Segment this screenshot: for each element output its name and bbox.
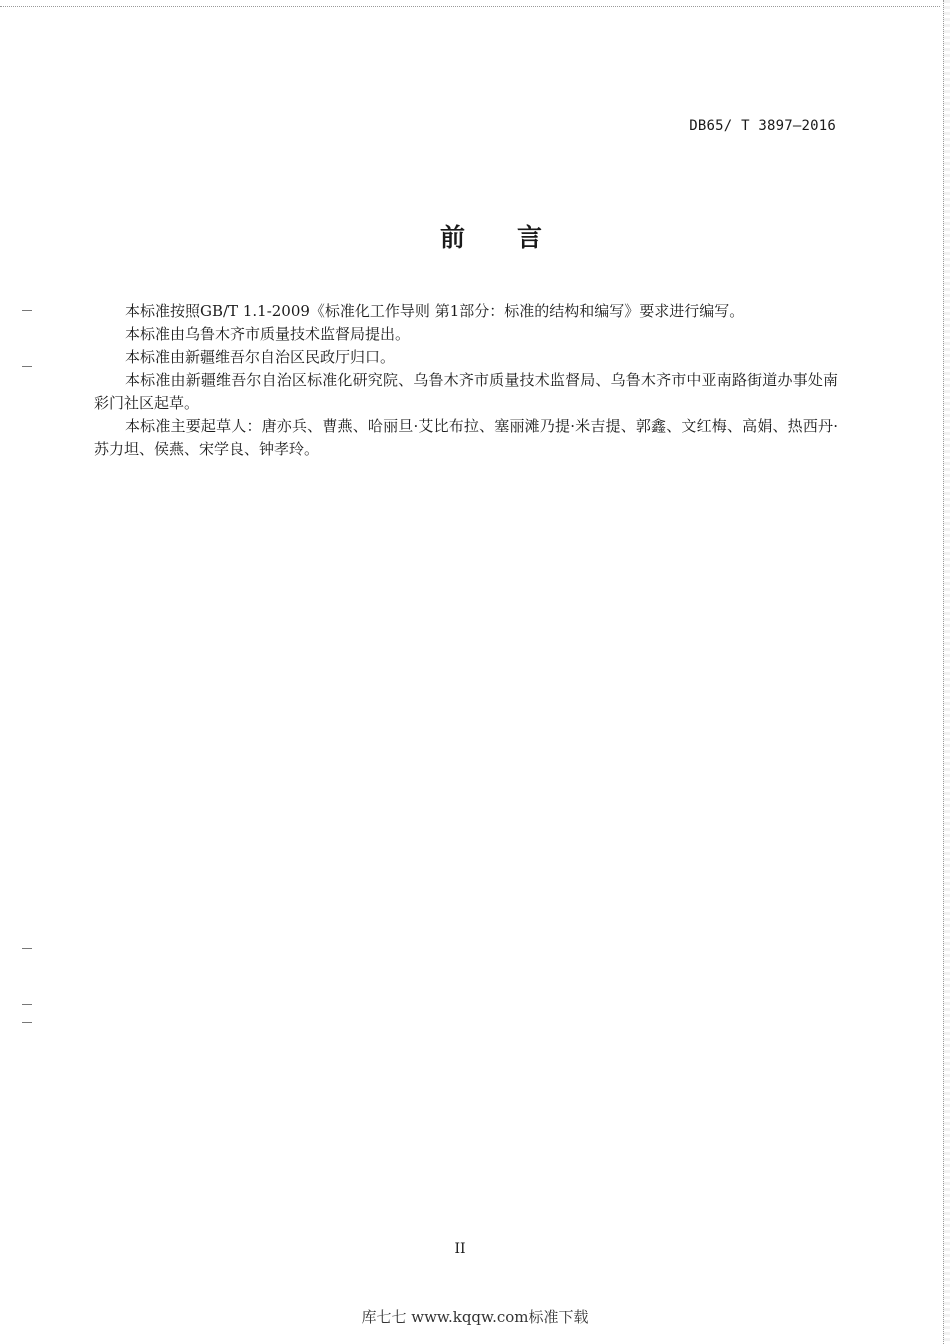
scan-mark	[22, 310, 32, 311]
scan-mark	[22, 1004, 32, 1005]
paragraph-compliance: 本标准按照GB/T 1.1-2009《标准化工作导则 第1部分：标准的结构和编写》要求进行编写。	[125, 302, 745, 320]
paragraph-jurisdiction: 本标准由新疆维吾尔自治区民政厅归口。	[125, 348, 396, 366]
paragraph-proposer: 本标准由乌鲁木齐市质量技术监督局提出。	[125, 325, 411, 343]
foreword-body	[94, 300, 838, 461]
scan-right-edge	[943, 0, 950, 1344]
page-number: II	[454, 1241, 466, 1257]
scan-top-border	[0, 0, 940, 7]
footer-watermark: 库七七 www.kqqw.com标准下载	[361, 1308, 589, 1326]
document-code: DB65/ T 3897—2016	[689, 118, 836, 134]
paragraph-drafting-units: 本标准由新疆维吾尔自治区标准化研究院、乌鲁木齐市质量技术监督局、乌鲁木齐市中亚南路街道办事处南彩门社区起草。	[94, 371, 838, 412]
paragraph-drafters: 本标准主要起草人：唐亦兵、曹燕、哈丽旦·艾比布拉、塞丽滩乃提·米吉提、郭鑫、文红梅、高娟、热西丹·苏力坦、侯燕、宋学良、钟孝玲。	[94, 417, 838, 458]
scan-mark	[22, 1022, 32, 1023]
scan-mark	[22, 366, 32, 367]
scan-mark	[22, 948, 32, 949]
page-title: 前言	[439, 223, 594, 252]
